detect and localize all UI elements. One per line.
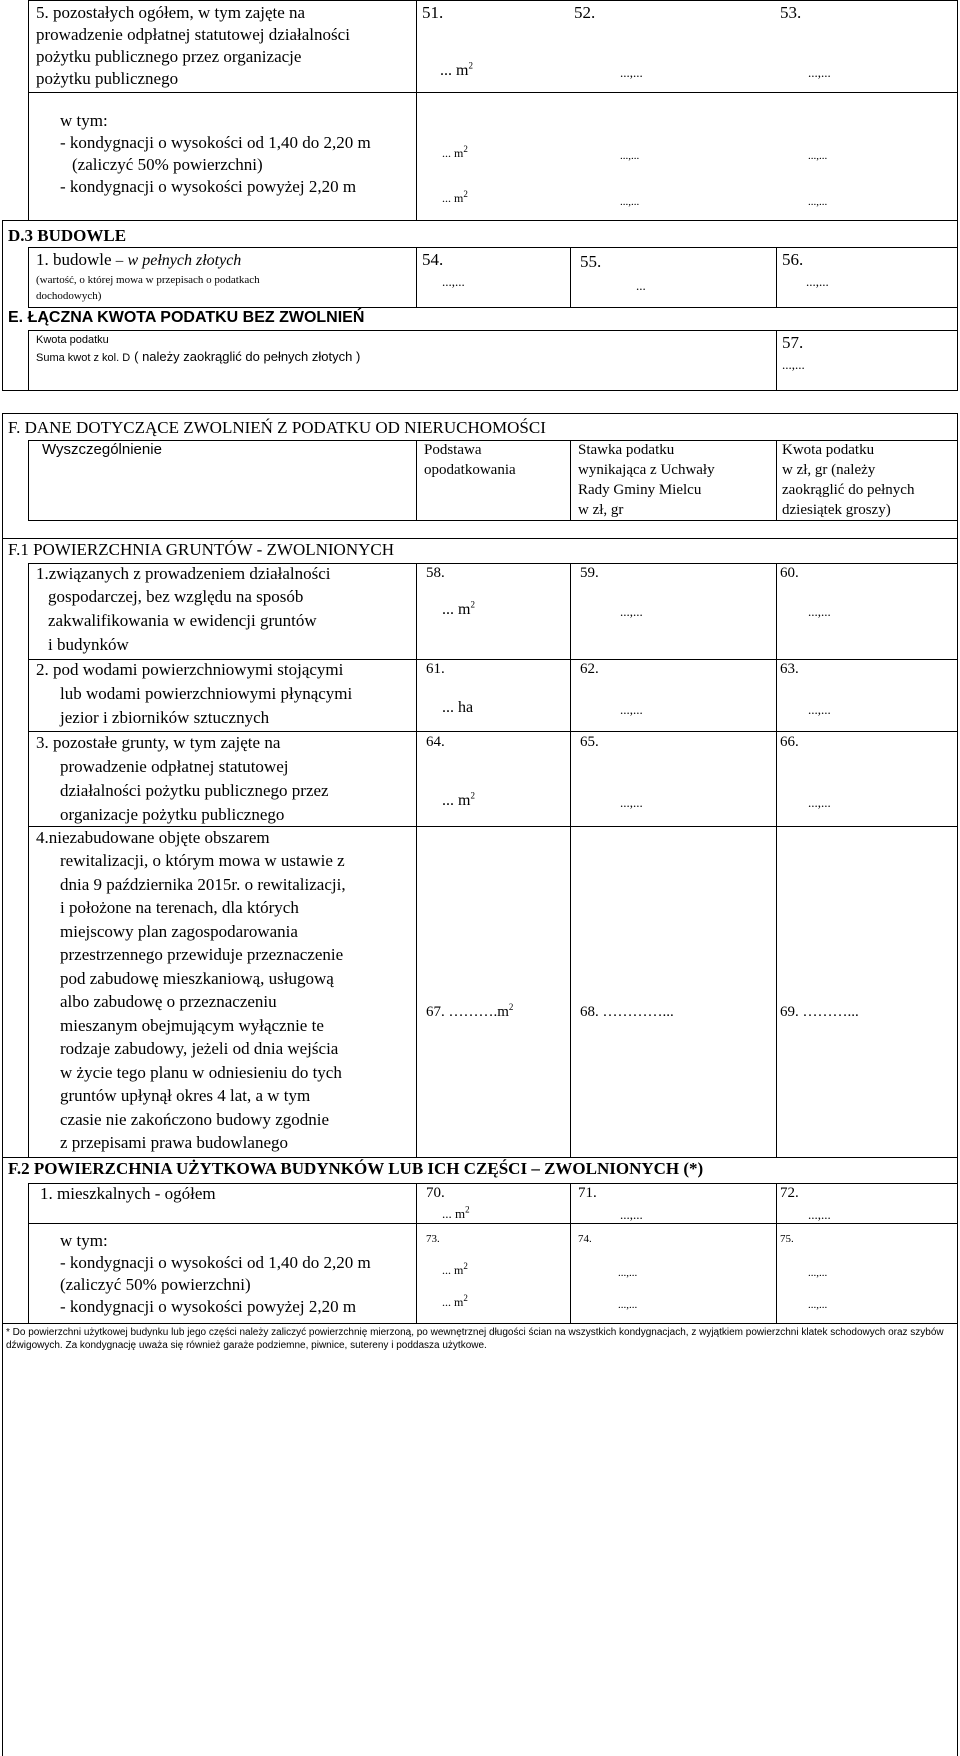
field-number: 53. (780, 3, 802, 22)
amount-field[interactable]: ...,... (618, 1299, 638, 1311)
amount-field[interactable]: ...,... (620, 196, 640, 208)
row-label-line: pod zabudowę mieszkaniową, usługową (60, 969, 334, 988)
field-number: 73. (426, 1233, 440, 1245)
wtym-line: w tym: (60, 1231, 108, 1250)
row-label-line: gospodarczej, bez względu na sposób (48, 587, 304, 606)
section-title: D.3 BUDOWLE (8, 226, 127, 245)
row-label-line: z przepisami prawa budowlanego (60, 1133, 288, 1152)
field-number: 75. (780, 1233, 794, 1245)
amount-field[interactable]: ...,... (808, 150, 828, 162)
field-number: 70. (426, 1185, 445, 1201)
column-header: Stawka podatku (578, 442, 675, 458)
column-header: Wyszczególnienie (42, 441, 162, 458)
row-label-line: i położone na terenach, dla których (60, 898, 299, 917)
amount-field[interactable]: ...,... (806, 274, 829, 289)
row-label-line: lub wodami powierzchniowymi płynącymi (60, 684, 353, 703)
row-label-line: 3. pozostałe grunty, w tym zajęte na (36, 733, 281, 752)
area-field[interactable]: ... $m^2$ (442, 1293, 468, 1309)
field-number: 58. (426, 565, 445, 581)
row-label-line: czasie nie zakończono budowy zgodnie (60, 1110, 330, 1129)
field-number: 65. (580, 734, 599, 750)
wtym-line: (zaliczyć 50% powierzchni) (60, 1275, 251, 1294)
column-header: Rady Gminy Mielcu (578, 482, 702, 498)
amount-field[interactable]: ...,... (808, 1267, 828, 1279)
amount-field[interactable]: ...,... (618, 1267, 638, 1279)
row-label-line: w życie tego planu w odniesieniu do tych (60, 1063, 342, 1082)
amount-field[interactable]: ...,... (782, 357, 805, 372)
column-header: w zł, gr (należy (782, 462, 876, 478)
row5-label-line: prowadzenie odpłatnej statutowej działalności (36, 25, 350, 44)
column-header: Podstawa (424, 442, 482, 458)
e-line: Kwota podatku (36, 334, 109, 346)
amount-field[interactable]: ... (636, 278, 646, 293)
d3-note: dochodowych) (36, 290, 102, 302)
amount-field[interactable]: ...,... (620, 1207, 643, 1222)
field-number: 52. (574, 3, 596, 22)
wtym-line: - kondygnacji o wysokości od 1,40 do 2,20 m (60, 133, 371, 152)
amount-field[interactable]: ...,... (808, 795, 831, 810)
field-number: 57. (782, 333, 804, 352)
field-number: 66. (780, 734, 799, 750)
row5-label-line: pożytku publicznego przez organizacje (36, 47, 302, 66)
wtym-line: - kondygnacji o wysokości od 1,40 do 2,20 m (60, 1253, 371, 1272)
row-label-line: jezior i zbiorników sztucznych (60, 708, 270, 727)
amount-field[interactable]: ...,... (620, 702, 643, 717)
area-field[interactable]: ... $m^2$ (442, 1261, 468, 1277)
area-field[interactable]: ... $m^2$ (442, 1204, 470, 1221)
amount-field[interactable]: ...,... (808, 604, 831, 619)
amount-field[interactable]: ...,... (808, 1207, 831, 1222)
d3-item-label: 1. budowle – w pełnych złotych (36, 250, 242, 269)
row-label-line: prowadzenie odpłatnej statutowej (60, 757, 289, 776)
row-label-line: albo zabudowę o przeznaczeniu (60, 992, 277, 1011)
field-number: 72. (780, 1185, 799, 1201)
row-label-line: 1. mieszkalnych - ogółem (40, 1184, 216, 1203)
row-label-line: 2. pod wodami powierzchniowymi stojącymi (36, 660, 344, 679)
wtym-line: - kondygnacji o wysokości powyżej 2,20 m (60, 177, 357, 196)
field-number: 71. (578, 1185, 597, 1201)
column-header: dziesiątek groszy) (782, 502, 891, 518)
row-label-line: przestrzennego przewiduje przeznaczenie (60, 945, 344, 964)
field-number: 59. (580, 565, 599, 581)
amount-field[interactable]: ...,... (620, 795, 643, 810)
area-field[interactable]: ... ha (442, 699, 474, 716)
row-label-line: mieszanym obejmującym wyłącznie te (60, 1016, 324, 1035)
column-header: Kwota podatku (782, 442, 875, 458)
amount-field[interactable]: ...,... (808, 65, 831, 80)
footnote: * Do powierzchni użytkowej budynku lub jego części należy zaliczyć powierzchnię mierzoną, po wewnętrznej długości ścian na wszystkich kondygnacjach, z wyjątkiem powierzchni klatek schodowych oraz szybów dźwigowych. Za kondygnację uważa się również garaże podziemne, piwnice, sutereny i poddasza użytkowe. (6, 1327, 944, 1351)
row-label-line: gruntów upłynął okres 4 lat, a w tym (60, 1086, 311, 1105)
row5-label-line: pożytku publicznego (36, 69, 179, 88)
amount-field[interactable]: ...,... (808, 196, 828, 208)
area-field[interactable]: ... $m^2$ (442, 189, 468, 205)
amount-field[interactable]: ...,... (442, 274, 465, 289)
amount-field[interactable]: 68. …………... (580, 1004, 674, 1020)
wtym-line: w tym: (60, 111, 108, 130)
area-field[interactable]: ... $m^2$ (442, 790, 475, 809)
area-field[interactable]: ... $m^2$ (442, 144, 468, 160)
amount-field[interactable]: 69. ………... (780, 1004, 859, 1020)
column-header: opodatkowania (424, 462, 516, 478)
row-label-line: zakwalifikowania w ewidencji gruntów (48, 611, 317, 630)
field-number: 63. (780, 661, 799, 677)
column-header: w zł, gr (578, 502, 624, 518)
row-label-line: organizacje pożytku publicznego (60, 805, 285, 824)
row-label-line: dnia 9 października 2015r. o rewitalizacji, (60, 875, 346, 894)
column-header: wynikająca z Uchwały (578, 462, 715, 478)
row-label-line: i budynków (48, 635, 129, 654)
field-number: 62. (580, 661, 599, 677)
amount-field[interactable]: ...,... (620, 150, 640, 162)
row-label-line: działalności pożytku publicznego przez (60, 781, 329, 800)
row-label-line: 4.niezabudowane objęte obszarem (36, 828, 270, 847)
row-label-line: rewitalizacji, o którym mowa w ustawie z (60, 851, 345, 870)
section-title: E. ŁĄCZNA KWOTA PODATKU BEZ ZWOLNIEŃ (8, 309, 365, 326)
section-title: F.1 POWIERZCHNIA GRUNTÓW - ZWOLNIONYCH (8, 540, 394, 559)
field-number: 55. (580, 252, 602, 271)
d3-note: (wartość, o której mowa w przepisach o podatkach (36, 274, 260, 286)
field-number: 60. (780, 565, 799, 581)
row-label-line: rodzaje zabudowy, jeżeli od dnia wejścia (60, 1039, 339, 1058)
row5-label-line: 5. pozostałych ogółem, w tym zajęte na (36, 3, 306, 22)
section-title: F.2 POWIERZCHNIA UŻYTKOWA BUDYNKÓW LUB ICH CZĘŚCI – ZWOLNIONYCH (*) (8, 1159, 704, 1178)
row-label-line: miejscowy plan zagospodarowania (60, 922, 298, 941)
field-number: 61. (426, 661, 445, 677)
field-number: 64. (426, 734, 445, 750)
amount-field[interactable]: ...,... (620, 604, 643, 619)
amount-field[interactable]: ...,... (808, 1299, 828, 1311)
wtym-line: (zaliczyć 50% powierzchni) (72, 155, 263, 174)
area-field[interactable]: ... $m^2$ (442, 599, 475, 618)
field-number: 56. (782, 250, 804, 269)
field-number: 51. (422, 3, 444, 22)
area-field[interactable]: ... $m^2$ (440, 60, 473, 79)
field-number: 74. (578, 1233, 592, 1245)
row-label-line: 1.związanych z prowadzeniem działalności (36, 564, 331, 583)
amount-field[interactable]: ...,... (808, 702, 831, 717)
section-title: F. DANE DOTYCZĄCE ZWOLNIEŃ Z PODATKU OD NIERUCHOMOŚCI (8, 418, 546, 437)
wtym-line: - kondygnacji o wysokości powyżej 2,20 m (60, 1297, 357, 1316)
column-header: zaokrąglić do pełnych (782, 482, 915, 498)
area-field[interactable]: 67. $\dots\dots\dots.m^2$ (426, 1002, 514, 1020)
amount-field[interactable]: ...,... (620, 65, 643, 80)
e-line: Suma kwot z kol. D ( należy zaokrąglić do pełnych złotych ) (36, 349, 361, 364)
field-number: 54. (422, 250, 444, 269)
